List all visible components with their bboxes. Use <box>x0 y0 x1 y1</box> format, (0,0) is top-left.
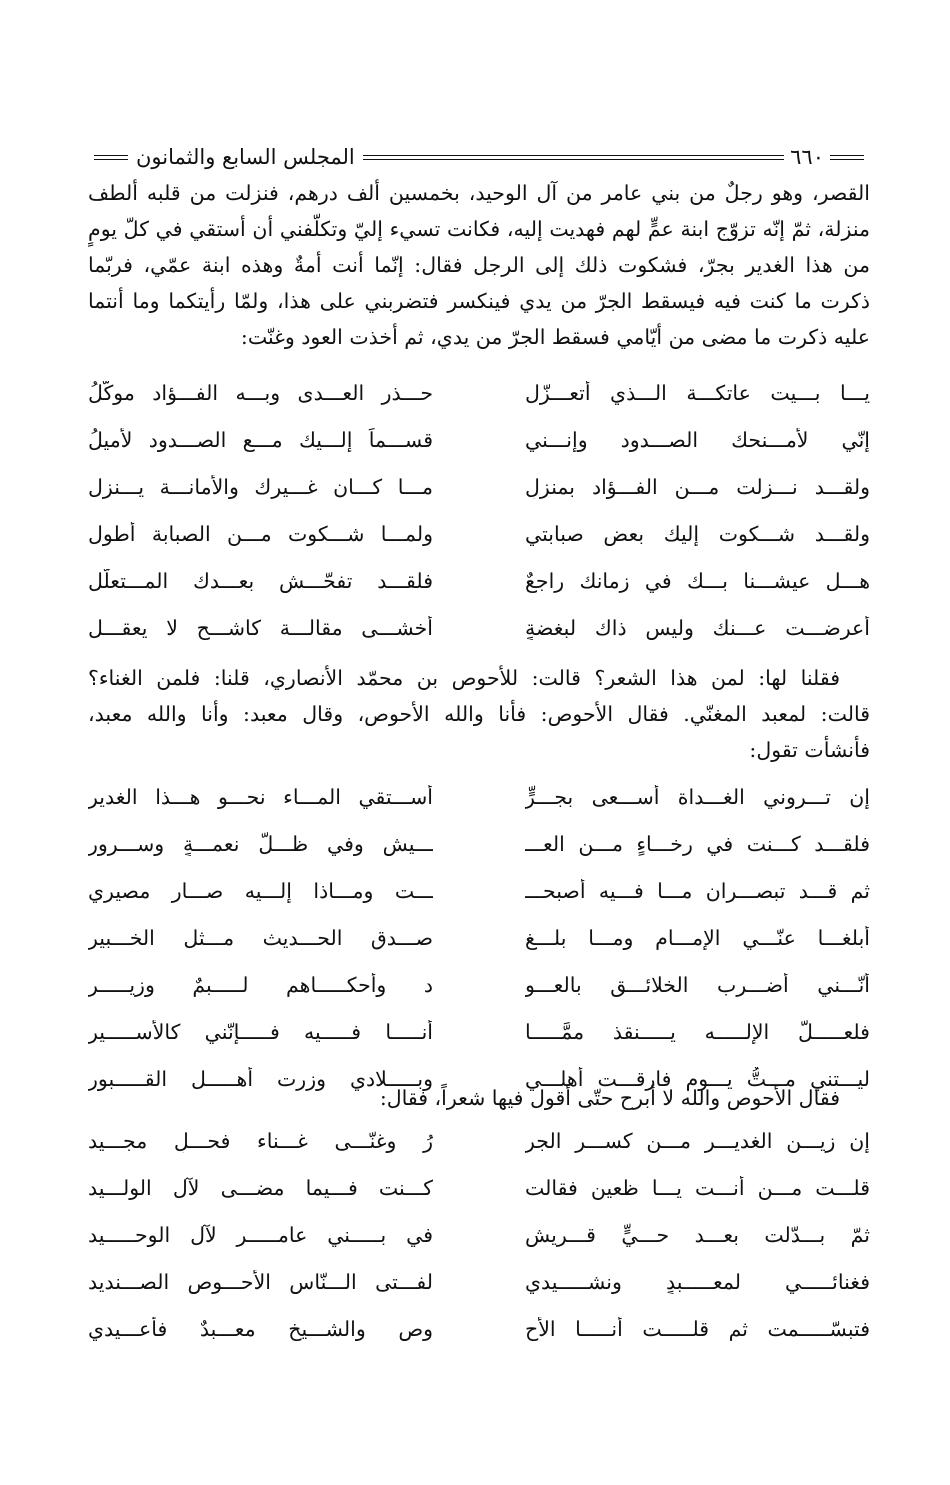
verse-line <box>88 1305 870 1352</box>
verse-second-hemistich: مـــا كـــان غـــيرك والأمانـــة يـــنزل <box>88 474 433 499</box>
verse-first-hemistich: يـــا بـــيت عاتكـــة الـــذي أتعـــزّل <box>525 380 870 405</box>
verse-line <box>88 914 870 961</box>
verse-first-hemistich: فغنائـــــي لمعـــــبدٍ ونشـــــيدي <box>525 1269 870 1294</box>
verse-first-hemistich: أبلغـــا عنّـــي الإمـــام ومـــا بلـــغ <box>525 925 870 950</box>
verse-line <box>88 369 870 416</box>
verse-first-hemistich: ليـــتني مـــتُّ يـــوم فارقـــت أهلـــي <box>525 1066 870 1091</box>
verse-second-hemistich: ـــت ومـــاذا إلـــيه صـــار مصيري <box>88 878 433 903</box>
verse-first-hemistich: فلعـــــلّ الإلـــــه يـــــنقذ ممَّـــــا <box>525 1019 870 1044</box>
verse-first-hemistich: ثم قـــد تبصـــران مـــا فـــيه أصبحـــ <box>525 878 870 903</box>
verse-first-hemistich: أعرضـــت عـــنك وليس ذاك لبغضةٍ <box>525 615 870 640</box>
verse-line <box>88 773 870 820</box>
verse-second-hemistich: أخشـــى مقالـــة كاشـــحٍ لا يعقـــل <box>88 615 433 640</box>
verse-first-hemistich: أنّـــني أضـــرب الخلائـــق بالعـــو <box>525 972 870 997</box>
verse-line <box>88 463 870 510</box>
verse-second-hemistich: وبـــــلادي وزرت أهـــــل القـــــبور <box>88 1066 433 1091</box>
header-rule-left <box>94 155 128 160</box>
verse-second-hemistich: ـــيش وفي ظـــلّ نعمـــةٍ وســـرور <box>88 831 433 856</box>
verse-line <box>88 1258 870 1305</box>
paragraph-line: قالت: لمعبد المغنّي. فقال الأحوص: فأنا والله الأحوص، وقال معبد: وأنا والله معبد، <box>88 702 870 726</box>
verse-second-hemistich: حـــذر العـــدى وبـــه الفـــؤاد موكّلُ <box>88 380 433 405</box>
verse-first-hemistich: فلقـــد كـــنت في رخـــاءٍ مـــن العـــ <box>525 831 870 856</box>
verse-first-hemistich: فتبسّـــــمت ثم قلـــــت أنـــــا الأح <box>525 1316 870 1341</box>
paragraph-line: فقلنا لها: لمن هذا الشعر؟ قالت: للأحوص بن محمّد الأنصاري، قلنا: فلمن الغناء؟ <box>88 666 840 690</box>
verse-line <box>88 961 870 1008</box>
header-rule-middle <box>363 155 784 160</box>
paragraph-2 <box>88 660 870 768</box>
verse-second-hemistich: رُ وغنّـــى غـــناء فحـــلٍ مجـــيد <box>88 1128 433 1153</box>
paragraph-line: القصر، وهو رجلٌ من بني عامر من آل الوحيد، بخمسين ألف درهم، فنزلت من قلبه ألطف <box>88 181 870 205</box>
poem-2 <box>88 773 870 1102</box>
paragraph-line: منزلة، ثمّ إنّه تزوّج ابنة عمٍّ لهم فهديت إليه، فكانت تسيء إليّ وتكلّفني أن أستقي في كلّ يومٍ <box>88 217 870 241</box>
verse-first-hemistich: ولقـــد نـــزلت مـــن الفـــؤاد بمنزلٍ <box>525 474 870 499</box>
verse-second-hemistich: أنـــــا فـــــيه فـــــإنّني كالأســـــير <box>88 1019 433 1044</box>
verse-second-hemistich: د وأحكـــــاهم لـــــبمٌ وزيـــــر <box>88 972 433 997</box>
verse-second-hemistich: ولمـــا شـــكوت مـــن الصبابة أطول <box>88 521 433 546</box>
poem-3 <box>88 1117 870 1352</box>
verse-second-hemistich: فلقـــد تفحّـــش بعـــدك المـــتعلّل <box>88 568 433 593</box>
paragraph-line: ذكرت ما كنت فيه فيسقط الجرّ من يدي فينكسر فتضربني على هذا، ولمّا رأيتكما وما أنتما <box>88 289 870 313</box>
verse-line <box>88 416 870 463</box>
verse-line <box>88 867 870 914</box>
verse-first-hemistich: هـــل عيشـــنا بـــك في زمانك راجعٌ <box>525 568 870 593</box>
page-number: ٦٦٠ <box>790 145 824 169</box>
verse-second-hemistich: قســـماً إلـــيك مـــع الصـــدود لأميلُ <box>88 427 433 452</box>
verse-second-hemistich: لفـــتى الـــنّاس الأحـــوص الصـــنديد <box>88 1269 433 1294</box>
header-rule-right <box>830 155 864 160</box>
verse-second-hemistich: صـــدق الحـــديث مـــثل الخـــبير <box>88 925 433 950</box>
verse-first-hemistich: إن زيـــن الغديـــر مـــن كســـر الجر <box>525 1128 870 1153</box>
verse-line <box>88 1211 870 1258</box>
verse-line <box>88 604 870 651</box>
chapter-title: المجلس السابع والثمانون <box>136 145 355 169</box>
verse-first-hemistich: إنّي لأمـــنحك الصـــدود وإنـــني <box>525 427 870 452</box>
verse-first-hemistich: إن تـــروني الغـــداة أســـعى بجـــرٍّ <box>525 784 870 809</box>
verse-line <box>88 510 870 557</box>
verse-line <box>88 1008 870 1055</box>
verse-second-hemistich: كـــنت فـــيما مضـــى لآل الولـــيد <box>88 1175 433 1200</box>
verse-line <box>88 1164 870 1211</box>
verse-first-hemistich: ولقـــد شـــكوت إليك بعض صبابتي <box>525 521 870 546</box>
verse-second-hemistich: وص والشـــيخ معـــبدٌ فأعـــيدي <box>88 1316 433 1341</box>
verse-first-hemistich: ثمّ بـــدّلت بعـــد حـــيٍّ قـــريشٍ <box>525 1222 870 1247</box>
paragraph-line: فأنشأت تقول: <box>749 738 870 762</box>
verse-first-hemistich: قلـــت مـــن أنـــت يـــا ظعين فقالت <box>525 1175 870 1200</box>
verse-second-hemistich: أســـتقي المـــاء نحـــو هـــذا الغدير <box>88 784 433 809</box>
verse-line <box>88 820 870 867</box>
running-header <box>90 142 868 172</box>
verse-line <box>88 557 870 604</box>
paragraph-line: عليه ذكرت ما مضى من أيّامي فسقط الجرّ من يدي، ثم أخذت العود وغنّت: <box>240 325 870 349</box>
poem-1 <box>88 369 870 651</box>
verse-second-hemistich: في بـــــني عامـــــر لآل الوحـــــيد <box>88 1222 433 1247</box>
verse-line <box>88 1117 870 1164</box>
paragraph-3 <box>88 1080 870 1116</box>
paragraph-line: من هذا الغدير بجرّ، فشكوت ذلك إلى الرجل فقال: إنّما أنت أمةٌ وهذه ابنة عمّي، فربّما <box>88 253 870 277</box>
paragraph-1 <box>88 175 870 355</box>
paragraph-line: فقال الأحوص والله لا أبرح حتّى أقول فيها شعراً، فقال: <box>379 1086 840 1110</box>
